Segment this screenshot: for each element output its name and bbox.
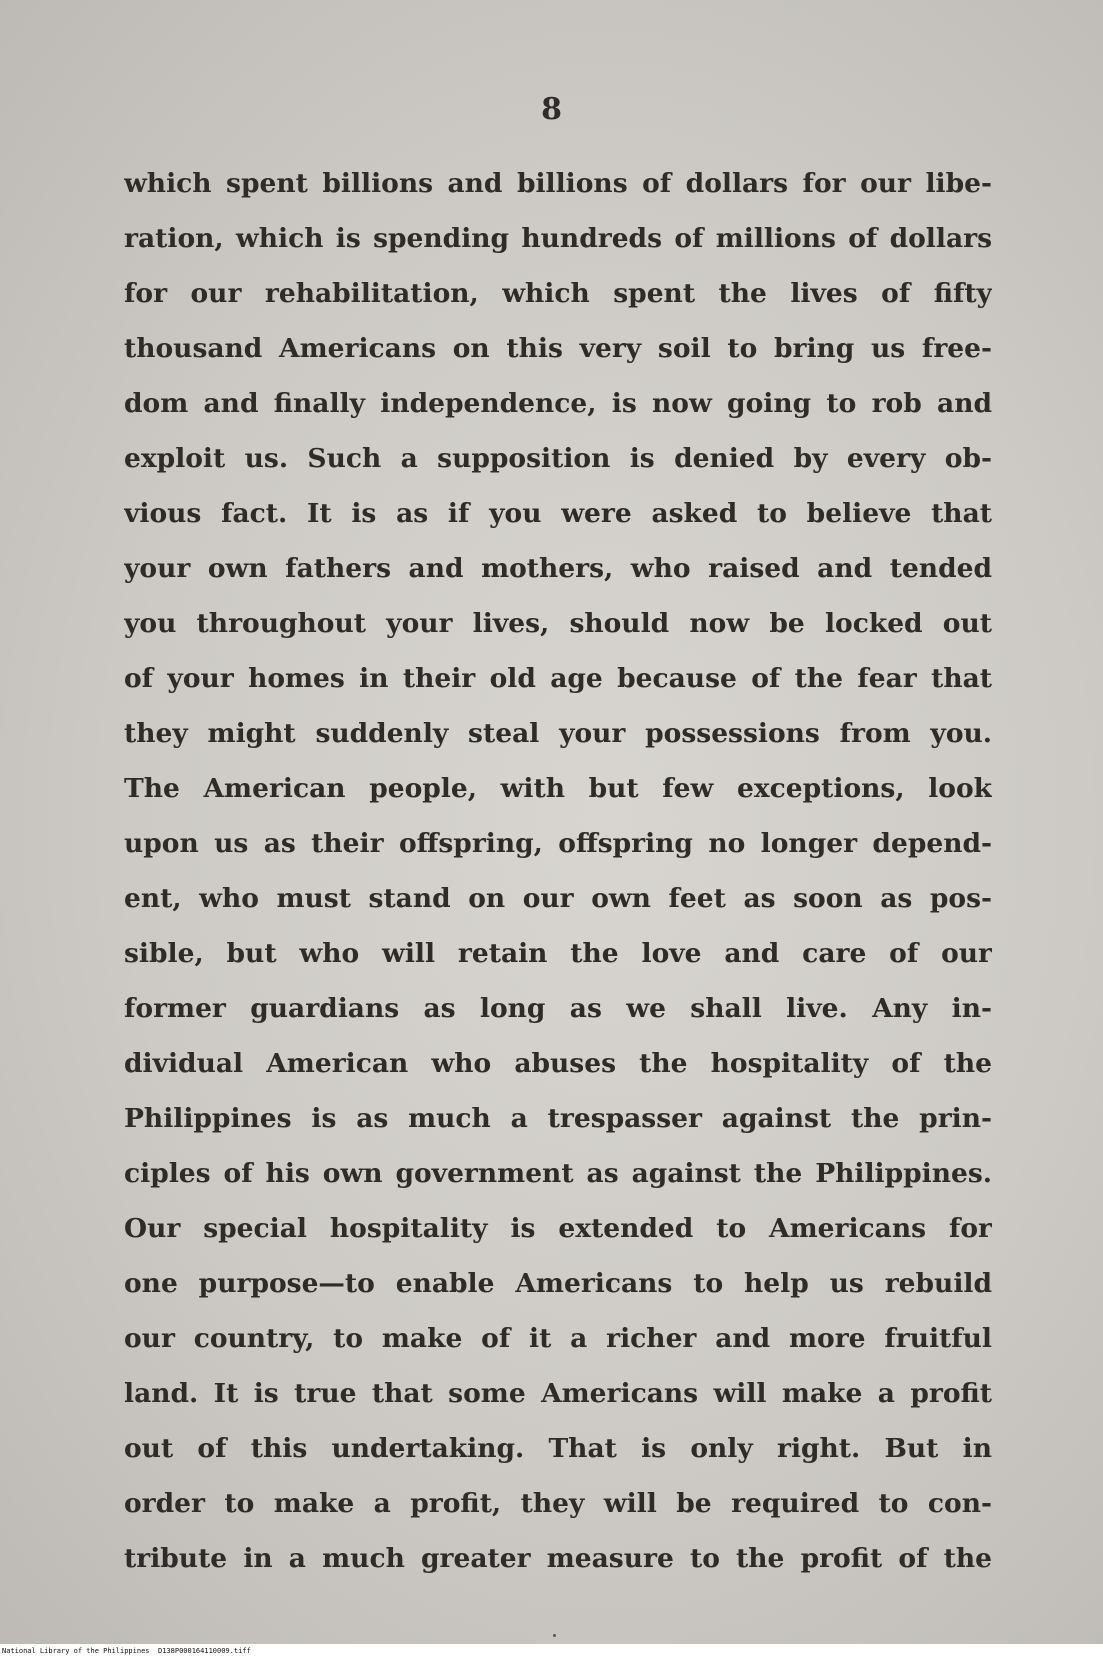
text-line: sible, but who will retain the love and care of our: [124, 938, 992, 969]
text-line: Our special hospitality is extended to Americans for: [124, 1213, 992, 1244]
page-number: 8: [541, 92, 562, 127]
text-line: you throughout your lives, should now be locked out: [124, 608, 992, 639]
text-line: former guardians as long as we shall live. Any in-: [124, 993, 992, 1024]
text-line: our country, to make of it a richer and more fruitful: [124, 1323, 992, 1354]
text-line: ration, which is spending hundreds of millions of dollars: [124, 223, 992, 254]
text-line: tribute in a much greater measure to the profit of the: [124, 1543, 992, 1574]
text-line: for our rehabilitation, which spent the lives of fifty: [124, 278, 992, 309]
text-line: exploit us. Such a supposition is denied by every ob-: [124, 443, 992, 474]
text-line: your own fathers and mothers, who raised and tended: [124, 553, 992, 584]
text-line: out of this undertaking. That is only right. But in: [124, 1433, 992, 1464]
text-line: dom and finally independence, is now going to rob and: [124, 388, 992, 419]
footer-source: National Library of the Philippines: [2, 1647, 150, 1655]
text-line: they might suddenly steal your possessions from you.: [124, 718, 992, 749]
text-line: order to make a profit, they will be required to con-: [124, 1488, 992, 1519]
text-line: upon us as their offspring, offspring no longer depend-: [124, 828, 992, 859]
text-line: vious fact. It is as if you were asked to believe that: [124, 498, 992, 529]
text-line: Philippines is as much a trespasser against the prin-: [124, 1103, 992, 1134]
text-line: of your homes in their old age because of the fear that: [124, 663, 992, 694]
text-line: dividual American who abuses the hospitality of the: [124, 1048, 992, 1079]
text-line: thousand Americans on this very soil to bring us free-: [124, 333, 992, 364]
footer-filename: D138P000164110009.tiff: [158, 1647, 251, 1655]
text-line: ent, who must stand on our own feet as soon as pos-: [124, 883, 992, 914]
text-line: which spent billions and billions of dollars for our libe-: [124, 168, 992, 199]
text-line: land. It is true that some Americans will make a profit: [124, 1378, 992, 1409]
text-line: The American people, with but few exceptions, look: [124, 773, 992, 804]
text-line: ciples of his own government as against the Philippines.: [124, 1158, 992, 1189]
text-line: one purpose—to enable Americans to help us rebuild: [124, 1268, 992, 1299]
scan-dust-mark: [553, 1634, 556, 1637]
body-text: [124, 156, 992, 1586]
